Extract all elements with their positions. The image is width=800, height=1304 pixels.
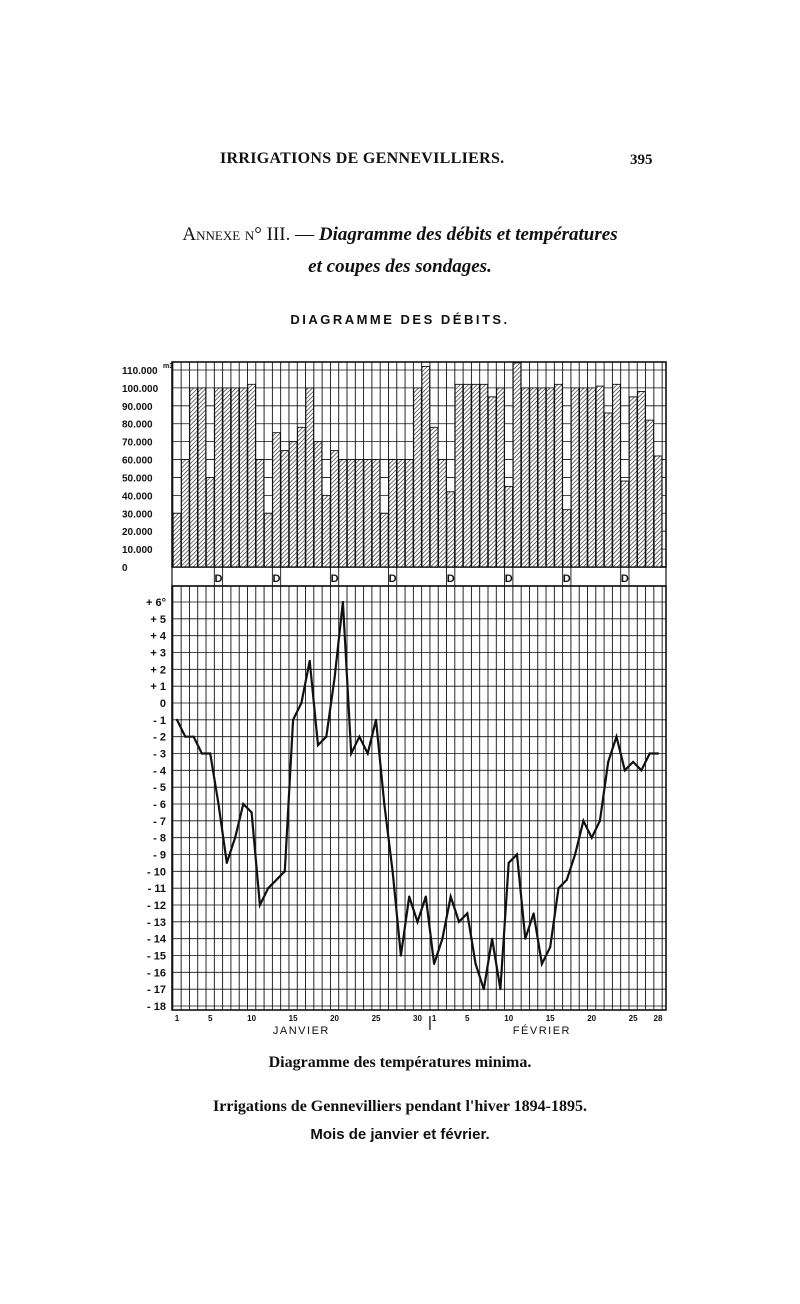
bar-chart-y-tick-labels <box>122 363 173 574</box>
temperature-point-day-8 <box>234 837 236 839</box>
temperature-point-day-26 <box>383 803 385 805</box>
bar-day-11 <box>256 460 264 567</box>
bar-day-31 <box>422 366 430 567</box>
month-label: FÉVRIER <box>512 1025 571 1037</box>
bar-day-43 <box>521 388 529 567</box>
temperature-point-day-54 <box>615 736 617 738</box>
bar-day-49 <box>571 388 579 567</box>
bar-day-24 <box>364 460 372 567</box>
temp-y-tick-label: - 15 <box>147 950 166 963</box>
bar-day-41 <box>505 486 513 567</box>
temperature-point-day-32 <box>433 963 435 965</box>
temp-y-tick-label: + 1 <box>150 681 166 694</box>
sunday-marker: D <box>504 573 513 585</box>
temperature-chart-frame <box>172 586 666 1010</box>
bar-day-14 <box>281 451 289 567</box>
bar-day-29 <box>405 460 413 567</box>
bar-day-45 <box>538 388 546 567</box>
bar-y-tick-label: 100.000 <box>122 383 159 395</box>
bar-y-tick-label: 20.000 <box>122 527 153 539</box>
bar-day-51 <box>588 388 596 567</box>
sunday-marker: D <box>446 573 455 585</box>
temp-y-tick-label: - 14 <box>147 933 166 946</box>
bar-day-25 <box>372 460 380 567</box>
bar-y-tick-label: 50.000 <box>122 473 153 485</box>
temperature-point-day-17 <box>309 660 311 662</box>
bar-day-20 <box>331 451 339 567</box>
temp-y-tick-label: - 12 <box>147 900 166 912</box>
temperature-point-day-48 <box>566 879 568 881</box>
sunday-marker: D <box>272 573 281 585</box>
temperature-point-day-14 <box>284 870 286 872</box>
sunday-marker: D <box>388 573 397 585</box>
temp-y-tick-label: - 9 <box>153 849 166 862</box>
temp-y-tick-label: - 11 <box>147 883 166 896</box>
bar-y-tick-label: 80.000 <box>122 419 153 431</box>
bar-day-23 <box>356 460 364 567</box>
temperature-point-day-20 <box>333 677 335 679</box>
temperature-point-day-56 <box>632 761 634 763</box>
bar-day-27 <box>389 460 397 567</box>
x-tick-label: 25 <box>371 1014 381 1023</box>
temperature-point-day-44 <box>533 912 535 914</box>
temperature-point-day-4 <box>201 752 203 754</box>
caption-irrigation: Irrigations de Gennevilliers pendant l'hiver 1894-1895. <box>213 1098 587 1115</box>
bar-chart-marks <box>173 363 662 567</box>
x-tick-label: 5 <box>465 1014 470 1023</box>
temperature-point-day-13 <box>275 879 277 881</box>
x-tick-label: 1 <box>431 1014 437 1023</box>
bar-day-32 <box>430 427 438 567</box>
temperature-point-day-37 <box>474 963 476 965</box>
temperature-point-day-39 <box>491 938 493 940</box>
temperature-point-day-23 <box>358 736 360 738</box>
temperature-point-day-41 <box>508 862 510 864</box>
temp-y-tick-label: - 6 <box>153 799 166 811</box>
bar-day-3 <box>190 388 198 567</box>
caption-temperature: Diagramme des températures minima. <box>268 1054 532 1071</box>
temperature-point-day-10 <box>251 811 253 813</box>
temp-y-tick-label: + 6° <box>146 597 166 609</box>
bar-day-19 <box>322 495 330 567</box>
bar-day-52 <box>596 386 604 567</box>
bar-day-53 <box>604 413 612 567</box>
temperature-point-day-57 <box>640 769 642 771</box>
temperature-point-day-33 <box>441 938 443 940</box>
temp-y-tick-label: - 16 <box>147 967 166 980</box>
running-head: IRRIGATIONS DE GENNEVILLIERS. <box>220 150 505 167</box>
temperature-point-day-3 <box>192 736 194 738</box>
x-tick-label: 25 <box>628 1014 638 1023</box>
bar-day-12 <box>264 513 272 567</box>
x-tick-label: 30 <box>413 1014 422 1023</box>
bar-day-40 <box>497 388 505 567</box>
temperature-point-day-18 <box>317 744 319 746</box>
bar-day-57 <box>638 391 646 567</box>
bar-y-tick-label: 10.000 <box>122 545 153 557</box>
bar-day-16 <box>298 427 306 567</box>
caption-months: Mois de janvier et février. <box>310 1126 490 1143</box>
bar-day-28 <box>397 460 405 567</box>
temperature-point-day-24 <box>367 752 369 754</box>
bar-day-36 <box>463 384 471 567</box>
bar-y-tick-label: 90.000 <box>122 401 153 413</box>
temperature-point-day-46 <box>549 946 551 948</box>
temperature-point-day-34 <box>450 895 452 897</box>
bar-day-37 <box>472 384 480 567</box>
bar-day-46 <box>546 388 554 567</box>
sunday-marker: D <box>562 573 571 585</box>
bar-day-7 <box>223 388 231 567</box>
temperature-chart-y-tick-labels <box>146 597 167 1013</box>
bar-day-59 <box>654 456 662 567</box>
bar-day-8 <box>231 388 239 567</box>
temperature-point-day-36 <box>466 912 468 914</box>
temperature-line-group <box>176 601 659 990</box>
temperature-point-day-25 <box>375 719 377 721</box>
bar-day-56 <box>629 397 637 567</box>
bar-day-35 <box>455 384 463 567</box>
temp-y-tick-label: - 2 <box>153 731 166 744</box>
sunday-marker: D <box>620 573 629 585</box>
sunday-marker: D <box>330 573 339 585</box>
bar-day-6 <box>215 388 223 567</box>
bar-day-26 <box>381 513 389 567</box>
page-number: 395 <box>630 152 653 168</box>
bar-day-10 <box>248 384 256 567</box>
temp-y-tick-label: 0 <box>159 698 166 710</box>
bar-y-tick-label: 70.000 <box>122 437 153 449</box>
x-tick-label: 15 <box>545 1014 555 1023</box>
temp-y-tick-label: - 8 <box>153 832 166 845</box>
bar-day-33 <box>439 460 447 567</box>
bar-y-tick-label: 110.000 <box>122 366 158 377</box>
bar-day-34 <box>447 492 455 567</box>
temperature-point-day-55 <box>624 769 626 771</box>
temperature-point-day-21 <box>342 601 344 603</box>
x-tick-label: 10 <box>247 1014 257 1023</box>
temp-y-tick-label: - 18 <box>147 1001 166 1013</box>
annex-label: Annexe n° III. <box>182 224 291 245</box>
temperature-point-day-6 <box>217 803 219 805</box>
bar-day-48 <box>563 510 571 567</box>
x-tick-label: 5 <box>207 1014 213 1023</box>
temperature-point-day-45 <box>541 963 543 965</box>
temperature-chart-grid <box>172 586 666 1010</box>
temperature-point-day-28 <box>400 954 402 956</box>
bar-unit-label: m3 <box>163 363 174 370</box>
chart-heading: DIAGRAMME DES DÉBITS. <box>290 312 510 327</box>
temperature-point-day-38 <box>483 988 485 990</box>
bar-y-tick-label: 40.000 <box>122 491 153 503</box>
temperature-point-day-50 <box>582 820 584 822</box>
x-tick-label: 20 <box>330 1014 340 1023</box>
temperature-point-day-9 <box>242 803 244 805</box>
temperature-point-day-27 <box>392 870 394 872</box>
bar-day-38 <box>480 384 488 567</box>
temperature-point-day-40 <box>499 988 501 990</box>
bar-y-tick-label: 0 <box>122 563 128 574</box>
temperature-point-day-15 <box>292 719 294 721</box>
temperature-point-day-29 <box>408 895 410 897</box>
sunday-marker-row <box>172 567 666 586</box>
sunday-marker: D <box>214 573 223 585</box>
bar-y-tick-label: 30.000 <box>122 509 153 521</box>
temperature-point-day-58 <box>649 752 651 754</box>
temperature-point-day-52 <box>599 820 601 822</box>
temp-y-tick-label: + 2 <box>150 664 166 677</box>
temp-y-tick-label: - 13 <box>147 916 166 929</box>
annex-title-line2: et coupes des sondages. <box>308 256 492 277</box>
temp-y-tick-label: - 1 <box>153 714 166 727</box>
temp-y-tick-label: + 3 <box>150 647 166 660</box>
temperature-point-day-22 <box>350 752 352 754</box>
temperature-point-day-19 <box>325 736 327 738</box>
temperature-point-day-7 <box>226 862 228 864</box>
annex-dash: — <box>290 224 319 245</box>
temperature-point-day-42 <box>516 853 518 855</box>
temp-y-tick-label: + 4 <box>150 630 166 643</box>
bar-day-47 <box>555 384 563 567</box>
temperature-point-day-43 <box>524 938 526 940</box>
bar-day-54 <box>613 384 621 567</box>
temperature-point-day-47 <box>557 887 559 889</box>
bar-day-42 <box>513 363 521 567</box>
bar-day-4 <box>198 388 206 567</box>
bar-day-44 <box>530 388 538 567</box>
temp-y-tick-label: - 5 <box>153 782 166 795</box>
temperature-point-day-31 <box>425 895 427 897</box>
x-tick-label: 10 <box>504 1014 514 1023</box>
bar-day-17 <box>306 388 314 567</box>
bar-day-30 <box>414 388 422 567</box>
bar-day-18 <box>314 442 322 567</box>
temperature-point-day-59 <box>657 752 659 754</box>
x-tick-label: 20 <box>587 1014 597 1023</box>
temperature-point-day-1 <box>176 719 178 721</box>
bar-day-9 <box>240 388 248 567</box>
bar-day-15 <box>289 442 297 567</box>
temp-y-tick-label: - 7 <box>153 815 166 828</box>
bar-day-2 <box>181 460 189 567</box>
temperature-point-day-5 <box>209 752 211 754</box>
month-label: JANVIER <box>272 1025 330 1037</box>
bar-day-58 <box>646 420 654 567</box>
temperature-point-day-11 <box>259 904 261 906</box>
temperature-point-day-12 <box>267 887 269 889</box>
bar-day-1 <box>173 513 181 567</box>
temperature-point-day-30 <box>416 921 418 923</box>
bar-day-50 <box>580 388 588 567</box>
temperature-point-day-2 <box>184 736 186 738</box>
x-tick-label: 15 <box>288 1014 298 1023</box>
temperature-line <box>177 602 658 989</box>
sunday-row-frame <box>172 567 666 586</box>
annex-title-text: Diagramme des débits et températures <box>318 224 618 245</box>
bar-day-5 <box>206 477 214 567</box>
x-tick-label: 28 <box>653 1014 663 1023</box>
bar-y-tick-label: 60.000 <box>122 455 153 467</box>
temperature-point-day-16 <box>300 702 302 704</box>
temp-y-tick-label: - 4 <box>153 765 166 778</box>
temp-y-tick-label: - 10 <box>147 866 166 879</box>
temperature-point-day-49 <box>574 853 576 855</box>
temp-y-tick-label: - 17 <box>147 984 166 997</box>
bar-day-55 <box>621 481 629 567</box>
temperature-point-day-53 <box>607 761 609 763</box>
temp-y-tick-label: + 5 <box>150 613 166 626</box>
temperature-point-day-51 <box>591 837 593 839</box>
temp-y-tick-label: - 3 <box>153 748 166 761</box>
shared-x-axis <box>175 1014 663 1037</box>
bar-day-22 <box>347 460 355 567</box>
bar-day-13 <box>273 433 281 567</box>
temperature-point-day-35 <box>458 921 460 923</box>
bar-day-39 <box>488 397 496 567</box>
x-tick-label: 1 <box>174 1014 180 1023</box>
bar-day-21 <box>339 460 347 567</box>
